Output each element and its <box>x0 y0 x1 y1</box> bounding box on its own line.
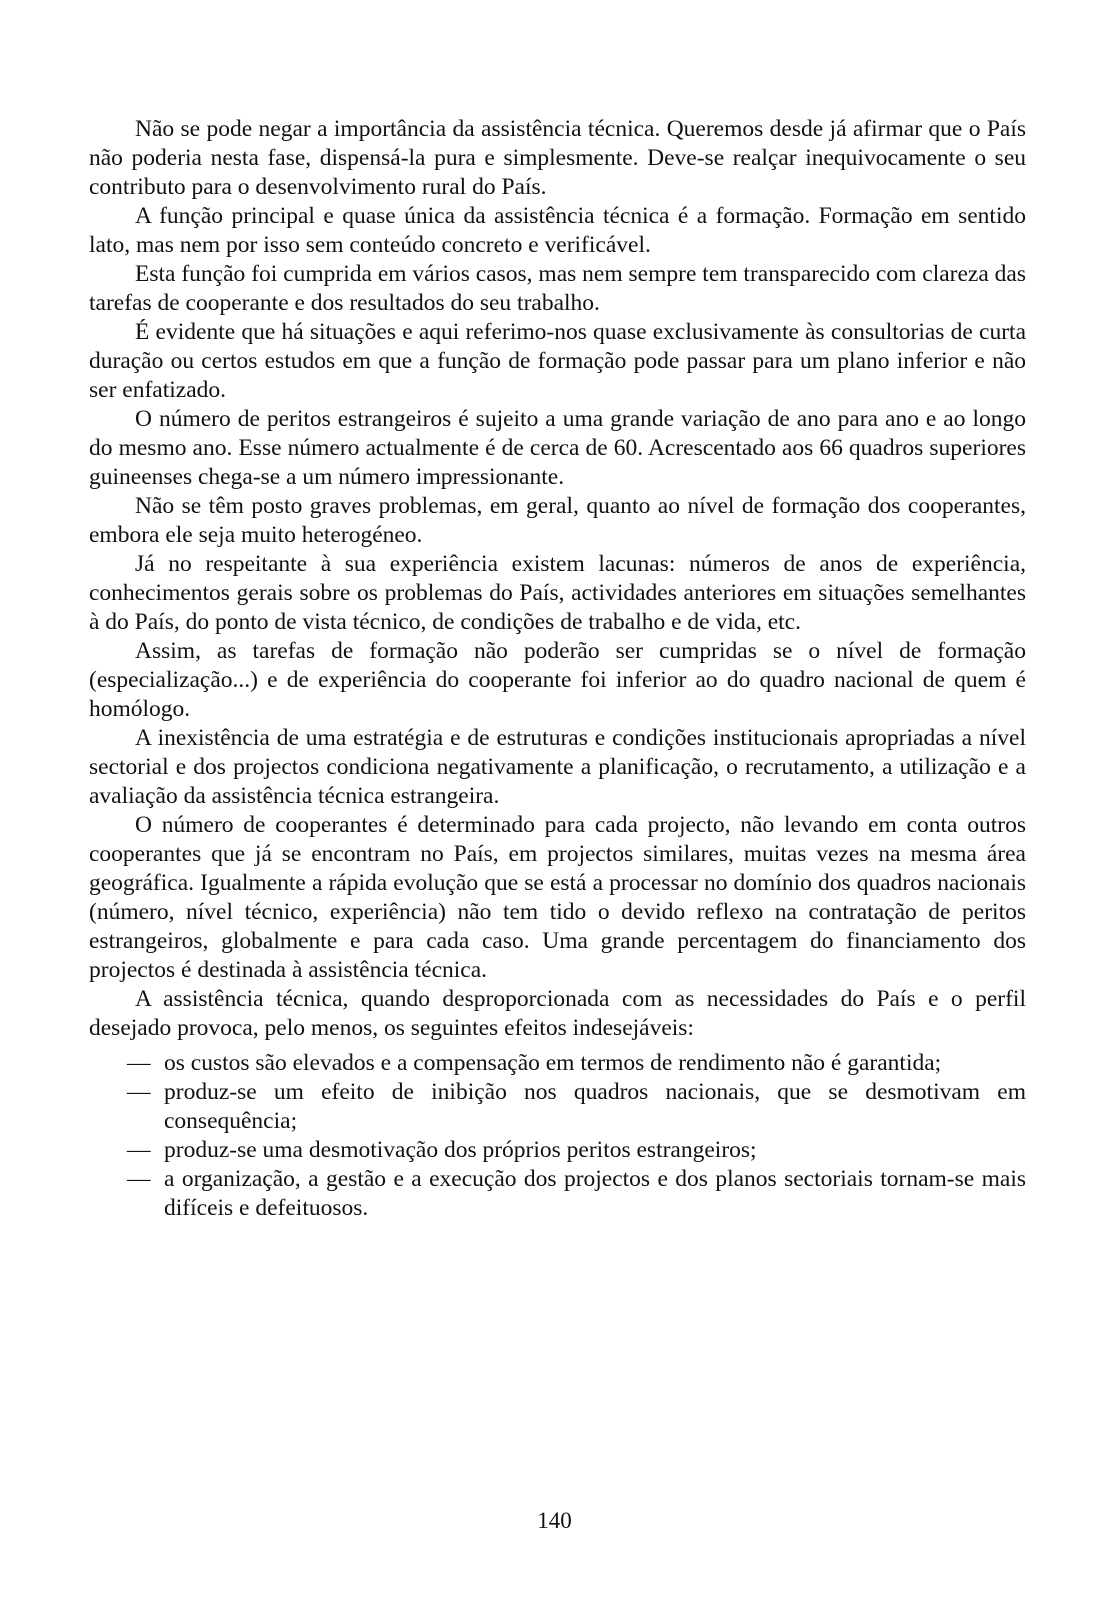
list-item <box>89 1078 1026 1136</box>
dash-marker: — <box>127 1137 151 1163</box>
list-item <box>89 1165 1026 1223</box>
list-item <box>89 1049 1026 1078</box>
paragraph: O número de peritos estrangeiros é sujeito a uma grande variação de ano para ano e ao longo do mesmo ano. Esse número actualmente é de cerca de 60. Acrescentado aos 66 quadros superiores guineenses chega-se a um número impressionante. <box>89 406 1026 490</box>
list-item <box>89 1136 1026 1165</box>
body-text <box>89 115 1026 1223</box>
paragraph: O número de cooperantes é determinado para cada projecto, não levando em conta outros cooperantes que já se encontram no País, em projectos similares, muitas vezes na mesma área geográfica. Igualmente a rápida evolução que se está a processar no domínio dos quadros nacionais (número, nível técnico, experiência) não tem tido o devido reflexo na contratação de peritos estrangeiros, globalmente e para cada caso. Uma grande percentagem do financiamento dos projectos é destinada à assistência técnica. <box>89 812 1026 983</box>
list-item-text: a organização, a gestão e a execução dos projectos e dos planos sectoriais tornam-se mais difíceis e defeituosos. <box>164 1166 1026 1221</box>
paragraph: A função principal e quase única da assistência técnica é a formação. Formação em sentido lato, mas nem por isso sem conteúdo concreto e verificável. <box>89 203 1026 258</box>
paragraph: A inexistência de uma estratégia e de estruturas e condições institucionais apropriadas a nível sectorial e dos projectos condiciona negativamente a planificação, o recrutamento, a utilização e a avaliação da assistência técnica estrangeira. <box>89 725 1026 809</box>
list-item-text: produz-se uma desmotivação dos próprios peritos estrangeiros; <box>164 1137 757 1163</box>
list-item-text: produz-se um efeito de inibição nos quadros nacionais, que se desmotivam em consequência; <box>164 1079 1026 1134</box>
paragraph: Não se pode negar a importância da assistência técnica. Queremos desde já afirmar que o País não poderia nesta fase, dispensá-la pura e simplesmente. Deve-se realçar inequivocamente o seu contributo para o desenvolvimento rural do País. <box>89 116 1026 200</box>
paragraph: Não se têm posto graves problemas, em geral, quanto ao nível de formação dos cooperantes, embora ele seja muito heterogéneo. <box>89 493 1026 548</box>
paragraph: Esta função foi cumprida em vários casos, mas nem sempre tem transparecido com clareza das tarefas de cooperante e dos resultados do seu trabalho. <box>89 261 1026 316</box>
dash-marker: — <box>127 1050 151 1076</box>
dash-marker: — <box>127 1079 151 1105</box>
paragraph: É evidente que há situações e aqui referimo-nos quase exclusivamente às consultorias de curta duração ou certos estudos em que a função de formação pode passar para um plano inferior e não ser enfatizado. <box>89 319 1026 403</box>
effects-list <box>89 1049 1026 1223</box>
dash-marker: — <box>127 1166 151 1192</box>
page-number: 140 <box>537 1508 572 1533</box>
paragraph: Assim, as tarefas de formação não poderão ser cumpridas se o nível de formação (especialização...) e de experiência do cooperante foi inferior ao do quadro nacional de quem é homólogo. <box>89 638 1026 722</box>
list-item-text: os custos são elevados e a compensação em termos de rendimento não é garantida; <box>164 1050 942 1076</box>
paragraph: Já no respeitante à sua experiência existem lacunas: números de anos de experiência, conhecimentos gerais sobre os problemas do País, actividades anteriores em situações semelhantes à do País, do ponto de vista técnico, de condições de trabalho e de vida, etc. <box>89 551 1026 635</box>
paragraph: A assistência técnica, quando desproporcionada com as necessidades do País e o perfil desejado provoca, pelo menos, os seguintes efeitos indesejáveis: <box>89 986 1026 1041</box>
